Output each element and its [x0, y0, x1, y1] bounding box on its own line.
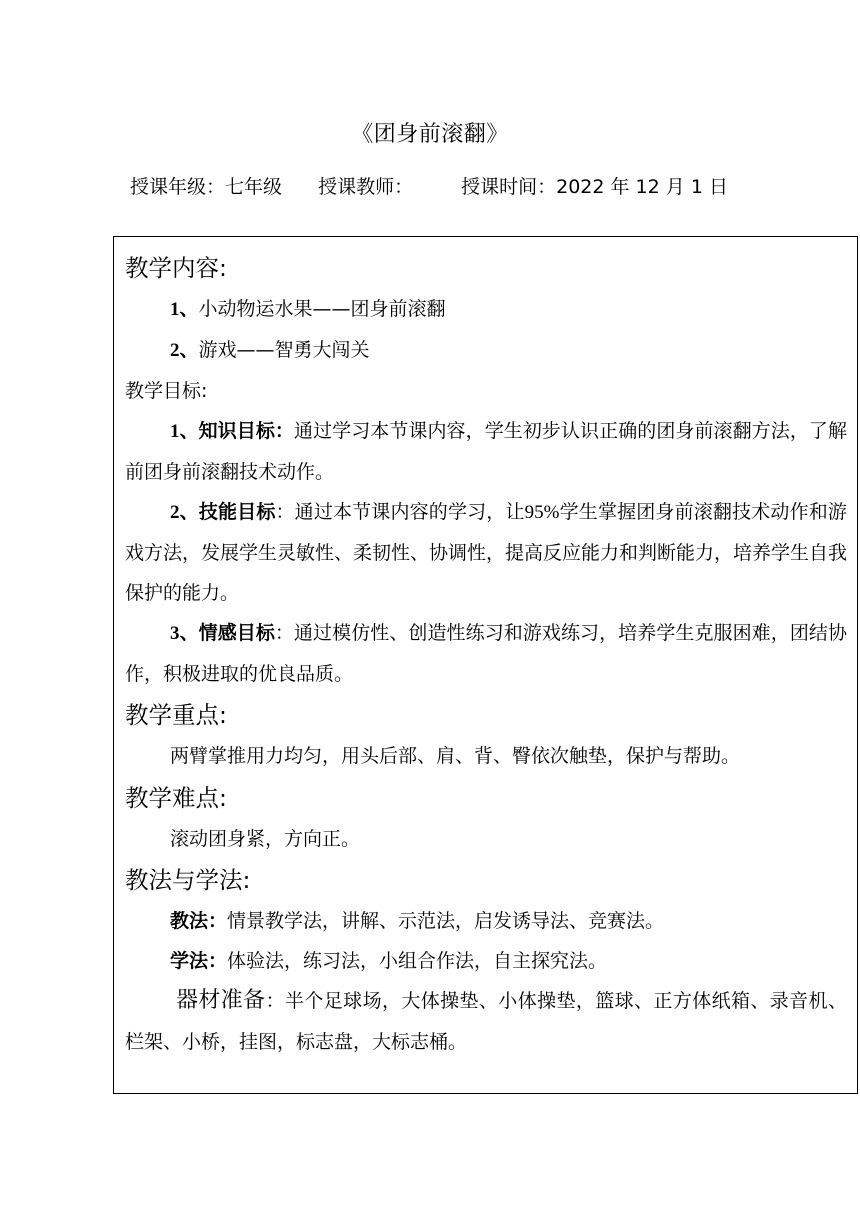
content-item-1 — [125, 289, 847, 330]
objective-text: 学生掌握团身前滚翻 — [559, 501, 733, 523]
objective-label: 技能目标 — [198, 501, 276, 523]
document-title: 《团身前滚翻》 — [351, 122, 509, 147]
key-points-text-serif: 均匀 — [284, 746, 323, 767]
content-item-2 — [125, 330, 847, 371]
objective-text: 让 — [505, 501, 525, 523]
objective-label: 情感目标 — [198, 622, 275, 644]
teaching-objectives-heading: 教学目标: — [125, 380, 208, 402]
objective-number: 2、 — [170, 502, 199, 523]
teaching-method-label: 教法： — [170, 910, 228, 932]
key-points-text-b: ，用头后部、肩、背、臀依次触垫，保护与帮助。 — [322, 745, 741, 767]
item-number: 1、 — [170, 299, 199, 320]
lesson-meta — [130, 171, 728, 203]
learning-method-label: 学法： — [170, 950, 228, 972]
learning-method-text: 体验法，练习法，小组合作法，自主探究法。 — [227, 950, 608, 972]
objective-text-serif: 技术动作 — [732, 502, 809, 523]
learning-method — [125, 941, 847, 981]
objective-text: ：通过模仿性、创造性练习和游戏练习，培养学生克服困难，团结协作，积极进取的优良品质。 — [125, 622, 847, 685]
key-points-text-a: 两臂掌推用力 — [170, 745, 285, 767]
equipment-text: 足球场，大体操垫、小体操垫，篮球、正方体纸箱、录音 — [323, 990, 809, 1012]
equipment-colon: ： — [265, 990, 285, 1012]
teaching-method — [125, 901, 847, 941]
item-text: 小动物运水果——团身前滚翻 — [198, 298, 446, 320]
key-points-heading: 教学重点: — [125, 701, 227, 729]
equipment-text-serif: 半个 — [284, 991, 324, 1012]
key-points-text — [125, 736, 847, 777]
skill-objective — [125, 492, 847, 613]
equipment-label: 器材准备 — [176, 988, 266, 1013]
teaching-content-heading: 教学内容: — [125, 254, 227, 282]
time-info: 授课时间：2022 年 12 月 1 日 — [461, 176, 728, 198]
knowledge-objective — [125, 411, 847, 492]
item-text: 游戏——智勇大闯关 — [198, 339, 370, 361]
equipment-text: 、栏架、小桥，挂图，标志盘，大标志桶 — [125, 990, 847, 1053]
lesson-plan-box — [113, 236, 858, 1094]
item-number: 2、 — [170, 340, 199, 361]
objective-text-serif: 通过本节课内容的学习， — [294, 502, 506, 523]
objective-text: 通过学习本节课内容，学生初步认识正确的团身前滚翻方法，了解前团身前滚翻技术动作。 — [125, 420, 847, 483]
equipment-text-serif: 机 — [808, 991, 828, 1012]
objective-label: 知识目标： — [198, 420, 294, 442]
grade-info: 授课年级：七年级 — [130, 176, 283, 198]
objective-percent: 95% — [524, 502, 560, 523]
difficulties-heading: 教学难点: — [125, 784, 227, 812]
equipment-preparation — [125, 981, 847, 1063]
objective-colon: ： — [275, 501, 295, 523]
emotion-objective — [125, 613, 847, 694]
equipment-end: 。 — [448, 1032, 468, 1053]
teaching-method-text: 情景教学法，讲解、示范法，启发诱导法、竞赛法。 — [227, 910, 665, 932]
methods-heading: 教法与学法: — [125, 866, 251, 894]
objective-text: 和游戏方法，发展学生灵敏性、柔韧性、协调性，提高反应能力和判断能力，培养学生自我保护的能力。 — [125, 501, 848, 604]
objective-number: 1、 — [170, 421, 199, 442]
lesson-plan-content — [125, 247, 847, 1063]
difficulties-text: 滚动团身紧，方向正。 — [170, 828, 361, 850]
objective-number: 3、 — [170, 623, 199, 644]
teacher-info: 授课教师： — [318, 176, 414, 198]
